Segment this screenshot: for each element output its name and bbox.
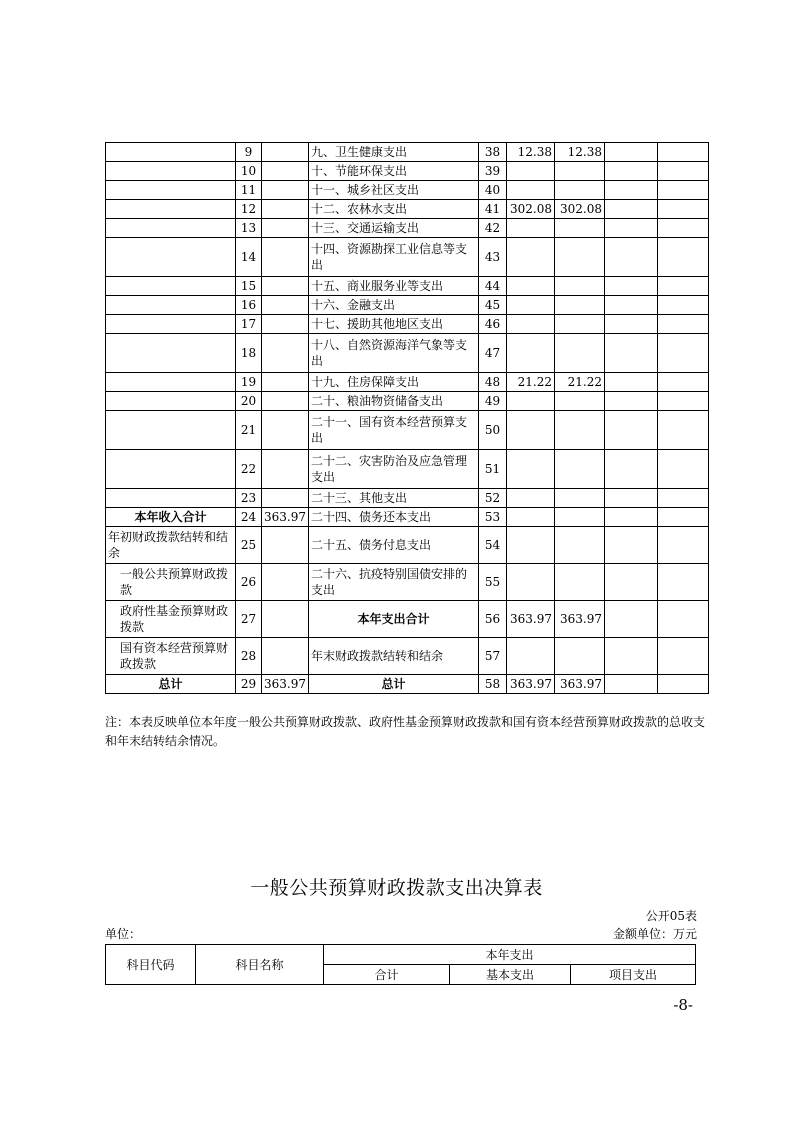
expenditure-item-cell: 十四、资源勘探工业信息等支出 bbox=[309, 238, 479, 277]
expenditure-item-cell: 本年支出合计 bbox=[309, 601, 479, 638]
income-item-cell bbox=[106, 219, 236, 238]
expenditure-item-cell: 总计 bbox=[309, 675, 479, 694]
header-project-expenditure: 项目支出 bbox=[571, 965, 696, 985]
income-line-number: 19 bbox=[236, 373, 262, 392]
blank-cell bbox=[605, 200, 658, 219]
blank-cell bbox=[605, 315, 658, 334]
expenditure-value-cell bbox=[555, 508, 605, 527]
blank-cell bbox=[658, 489, 709, 508]
income-item-cell: 一般公共预算财政拨款 bbox=[106, 564, 236, 601]
income-item-cell bbox=[106, 315, 236, 334]
expenditure-value-cell: 363.97 bbox=[555, 601, 605, 638]
expenditure-item-cell: 二十四、债务还本支出 bbox=[309, 508, 479, 527]
expenditure-line-number: 38 bbox=[479, 143, 507, 162]
blank-cell bbox=[605, 181, 658, 200]
expenditure-line-number: 50 bbox=[479, 411, 507, 450]
income-line-number: 24 bbox=[236, 508, 262, 527]
money-unit: 金额单位：万元 bbox=[612, 927, 697, 941]
income-line-number: 22 bbox=[236, 450, 262, 489]
table-row bbox=[106, 143, 709, 162]
expenditure-value-cell bbox=[555, 238, 605, 277]
expenditure-total-cell bbox=[507, 334, 555, 373]
header-basic-expenditure: 基本支出 bbox=[450, 965, 571, 985]
blank-cell bbox=[605, 296, 658, 315]
expenditure-total-cell bbox=[507, 277, 555, 296]
blank-cell bbox=[605, 373, 658, 392]
blank-cell bbox=[658, 296, 709, 315]
table-row bbox=[106, 334, 709, 373]
expenditure-total-cell: 12.38 bbox=[507, 143, 555, 162]
income-item-cell: 本年收入合计 bbox=[106, 508, 236, 527]
income-amount-cell bbox=[262, 411, 309, 450]
expenditure-line-number: 58 bbox=[479, 675, 507, 694]
income-line-number: 21 bbox=[236, 411, 262, 450]
blank-cell bbox=[605, 277, 658, 296]
expenditure-total-cell: 363.97 bbox=[507, 675, 555, 694]
income-amount-cell bbox=[262, 181, 309, 200]
expenditure-total-cell bbox=[507, 162, 555, 181]
expenditure-item-cell: 十五、商业服务业等支出 bbox=[309, 277, 479, 296]
expenditure-line-number: 56 bbox=[479, 601, 507, 638]
expenditure-item-cell: 十六、金融支出 bbox=[309, 296, 479, 315]
blank-cell bbox=[658, 638, 709, 675]
blank-cell bbox=[658, 527, 709, 564]
expenditure-line-number: 45 bbox=[479, 296, 507, 315]
table-row bbox=[106, 181, 709, 200]
blank-cell bbox=[658, 373, 709, 392]
income-line-number: 18 bbox=[236, 334, 262, 373]
income-item-cell: 年初财政拨款结转和结余 bbox=[106, 527, 236, 564]
table-row bbox=[106, 489, 709, 508]
blank-cell bbox=[605, 238, 658, 277]
blank-cell bbox=[605, 638, 658, 675]
blank-cell bbox=[605, 564, 658, 601]
income-line-number: 15 bbox=[236, 277, 262, 296]
expenditure-total-cell bbox=[507, 411, 555, 450]
expenditure-total-cell bbox=[507, 489, 555, 508]
table-row bbox=[106, 315, 709, 334]
expenditure-item-cell: 年末财政拨款结转和结余 bbox=[309, 638, 479, 675]
income-line-number: 10 bbox=[236, 162, 262, 181]
income-line-number: 17 bbox=[236, 315, 262, 334]
expenditure-value-cell bbox=[555, 392, 605, 411]
income-amount-cell bbox=[262, 392, 309, 411]
income-item-cell bbox=[106, 143, 236, 162]
income-amount-cell: 363.97 bbox=[262, 675, 309, 694]
income-amount-cell bbox=[262, 638, 309, 675]
income-amount-cell bbox=[262, 601, 309, 638]
expenditure-value-cell bbox=[555, 181, 605, 200]
income-amount-cell bbox=[262, 200, 309, 219]
expenditure-item-cell: 十九、住房保障支出 bbox=[309, 373, 479, 392]
expenditure-line-number: 46 bbox=[479, 315, 507, 334]
expenditure-line-number: 57 bbox=[479, 638, 507, 675]
expenditure-value-cell bbox=[555, 296, 605, 315]
blank-cell bbox=[658, 143, 709, 162]
income-item-cell bbox=[106, 162, 236, 181]
blank-cell bbox=[658, 315, 709, 334]
income-amount-cell bbox=[262, 334, 309, 373]
income-line-number: 28 bbox=[236, 638, 262, 675]
expenditure-value-cell: 12.38 bbox=[555, 143, 605, 162]
income-amount-cell bbox=[262, 277, 309, 296]
income-amount-cell bbox=[262, 450, 309, 489]
expenditure-line-number: 47 bbox=[479, 334, 507, 373]
blank-cell bbox=[605, 675, 658, 694]
expenditure-line-number: 40 bbox=[479, 181, 507, 200]
blank-cell bbox=[658, 277, 709, 296]
expenditure-line-number: 44 bbox=[479, 277, 507, 296]
table-number: 公开05表 bbox=[645, 909, 697, 923]
income-line-number: 26 bbox=[236, 564, 262, 601]
table-row bbox=[106, 238, 709, 277]
expenditure-total-cell bbox=[507, 219, 555, 238]
income-line-number: 14 bbox=[236, 238, 262, 277]
blank-cell bbox=[658, 200, 709, 219]
table-row bbox=[106, 527, 709, 564]
expenditure-line-number: 53 bbox=[479, 508, 507, 527]
income-line-number: 12 bbox=[236, 200, 262, 219]
expenditure-line-number: 39 bbox=[479, 162, 507, 181]
expenditure-value-cell bbox=[555, 450, 605, 489]
expenditure-value-cell bbox=[555, 219, 605, 238]
table-row bbox=[106, 373, 709, 392]
income-line-number: 27 bbox=[236, 601, 262, 638]
blank-cell bbox=[658, 508, 709, 527]
page-number: -8- bbox=[673, 996, 693, 1014]
expenditure-item-cell: 二十二、灾害防治及应急管理支出 bbox=[309, 450, 479, 489]
blank-cell bbox=[658, 334, 709, 373]
expenditure-total-cell bbox=[507, 315, 555, 334]
expenditure-total-cell bbox=[507, 296, 555, 315]
expenditure-value-cell bbox=[555, 315, 605, 334]
expenditure-value-cell bbox=[555, 638, 605, 675]
blank-cell bbox=[605, 219, 658, 238]
table-row bbox=[106, 392, 709, 411]
blank-cell bbox=[658, 450, 709, 489]
income-item-cell bbox=[106, 277, 236, 296]
expenditure-line-number: 48 bbox=[479, 373, 507, 392]
expenditure-line-number: 43 bbox=[479, 238, 507, 277]
expenditure-total-cell bbox=[507, 181, 555, 200]
expenditure-value-cell bbox=[555, 564, 605, 601]
table-row bbox=[106, 277, 709, 296]
header-current-year-expenditure: 本年支出 bbox=[324, 945, 696, 965]
blank-cell bbox=[658, 162, 709, 181]
blank-cell bbox=[658, 181, 709, 200]
expenditure-item-cell: 十八、自然资源海洋气象等支出 bbox=[309, 334, 479, 373]
income-line-number: 13 bbox=[236, 219, 262, 238]
blank-cell bbox=[658, 564, 709, 601]
blank-cell bbox=[658, 219, 709, 238]
expenditure-line-number: 49 bbox=[479, 392, 507, 411]
blank-cell bbox=[658, 392, 709, 411]
income-item-cell bbox=[106, 238, 236, 277]
expenditure-total-cell bbox=[507, 392, 555, 411]
income-amount-cell: 363.97 bbox=[262, 508, 309, 527]
income-line-number: 23 bbox=[236, 489, 262, 508]
expenditure-value-cell: 302.08 bbox=[555, 200, 605, 219]
expenditure-item-cell: 十二、农林水支出 bbox=[309, 200, 479, 219]
income-amount-cell bbox=[262, 219, 309, 238]
expenditure-value-cell bbox=[555, 411, 605, 450]
table-row bbox=[106, 601, 709, 638]
income-amount-cell bbox=[262, 162, 309, 181]
income-amount-cell bbox=[262, 143, 309, 162]
expenditure-item-cell: 九、卫生健康支出 bbox=[309, 143, 479, 162]
income-item-cell bbox=[106, 373, 236, 392]
table-row bbox=[106, 411, 709, 450]
expenditure-item-cell: 十一、城乡社区支出 bbox=[309, 181, 479, 200]
blank-cell bbox=[658, 238, 709, 277]
income-item-cell bbox=[106, 411, 236, 450]
blank-cell bbox=[658, 601, 709, 638]
table-row bbox=[106, 162, 709, 181]
expenditure-item-cell: 二十、粮油物资储备支出 bbox=[309, 392, 479, 411]
expenditure-line-number: 52 bbox=[479, 489, 507, 508]
expenditure-total-cell bbox=[507, 238, 555, 277]
income-item-cell bbox=[106, 489, 236, 508]
income-item-cell: 国有资本经营预算财政拨款 bbox=[106, 638, 236, 675]
expenditure-value-cell: 21.22 bbox=[555, 373, 605, 392]
blank-cell bbox=[605, 489, 658, 508]
table-row bbox=[106, 638, 709, 675]
table-row bbox=[106, 564, 709, 601]
expenditure-item-cell: 二十五、债务付息支出 bbox=[309, 527, 479, 564]
expenditure-value-cell bbox=[555, 527, 605, 564]
expenditure-item-cell: 二十三、其他支出 bbox=[309, 489, 479, 508]
table-row bbox=[106, 296, 709, 315]
expenditure-total-cell bbox=[507, 638, 555, 675]
expenditure-line-number: 55 bbox=[479, 564, 507, 601]
income-amount-cell bbox=[262, 373, 309, 392]
income-amount-cell bbox=[262, 489, 309, 508]
income-line-number: 25 bbox=[236, 527, 262, 564]
expenditure-line-number: 41 bbox=[479, 200, 507, 219]
income-item-cell bbox=[106, 181, 236, 200]
blank-cell bbox=[605, 527, 658, 564]
expenditure-item-cell: 二十六、抗疫特别国债安排的支出 bbox=[309, 564, 479, 601]
income-item-cell bbox=[106, 200, 236, 219]
expenditure-total-cell: 21.22 bbox=[507, 373, 555, 392]
income-item-cell bbox=[106, 392, 236, 411]
blank-cell bbox=[605, 508, 658, 527]
expenditure-total-cell bbox=[507, 508, 555, 527]
expenditure-total-cell: 302.08 bbox=[507, 200, 555, 219]
expenditure-line-number: 42 bbox=[479, 219, 507, 238]
income-line-number: 16 bbox=[236, 296, 262, 315]
blank-cell bbox=[605, 411, 658, 450]
income-item-cell bbox=[106, 450, 236, 489]
expenditure-line-number: 54 bbox=[479, 527, 507, 564]
table-row bbox=[106, 450, 709, 489]
income-amount-cell bbox=[262, 238, 309, 277]
expenditure-total-cell bbox=[507, 450, 555, 489]
income-item-cell bbox=[106, 334, 236, 373]
blank-cell bbox=[605, 162, 658, 181]
table-row bbox=[106, 675, 709, 694]
header-subject-code: 科目代码 bbox=[106, 945, 196, 985]
expenditure-value-cell: 363.97 bbox=[555, 675, 605, 694]
blank-cell bbox=[605, 143, 658, 162]
income-amount-cell bbox=[262, 296, 309, 315]
header-subject-name: 科目名称 bbox=[196, 945, 324, 985]
expenditure-item-cell: 十、节能环保支出 bbox=[309, 162, 479, 181]
blank-cell bbox=[605, 334, 658, 373]
expenditure-item-cell: 二十一、国有资本经营预算支出 bbox=[309, 411, 479, 450]
income-item-cell: 总计 bbox=[106, 675, 236, 694]
income-line-number: 11 bbox=[236, 181, 262, 200]
expenditure-value-cell bbox=[555, 334, 605, 373]
expenditure-item-cell: 十三、交通运输支出 bbox=[309, 219, 479, 238]
income-amount-cell bbox=[262, 315, 309, 334]
table-row bbox=[106, 200, 709, 219]
income-amount-cell bbox=[262, 527, 309, 564]
income-line-number: 20 bbox=[236, 392, 262, 411]
income-line-number: 29 bbox=[236, 675, 262, 694]
income-item-cell bbox=[106, 296, 236, 315]
income-line-number: 9 bbox=[236, 143, 262, 162]
unit-label: 单位： bbox=[105, 927, 142, 941]
expenditure-value-cell bbox=[555, 489, 605, 508]
income-item-cell: 政府性基金预算财政拨款 bbox=[106, 601, 236, 638]
blank-cell bbox=[658, 411, 709, 450]
expenditure-header-table bbox=[105, 944, 696, 985]
table-row bbox=[106, 508, 709, 527]
expenditure-total-cell: 363.97 bbox=[507, 601, 555, 638]
header-total: 合计 bbox=[324, 965, 450, 985]
fiscal-summary-table bbox=[105, 142, 709, 694]
blank-cell bbox=[605, 450, 658, 489]
expenditure-item-cell: 十七、援助其他地区支出 bbox=[309, 315, 479, 334]
expenditure-value-cell bbox=[555, 277, 605, 296]
blank-cell bbox=[658, 675, 709, 694]
table-title: 一般公共预算财政拨款支出决算表 bbox=[250, 877, 543, 899]
blank-cell bbox=[605, 392, 658, 411]
expenditure-line-number: 51 bbox=[479, 450, 507, 489]
table-row bbox=[106, 219, 709, 238]
expenditure-value-cell bbox=[555, 162, 605, 181]
income-amount-cell bbox=[262, 564, 309, 601]
expenditure-total-cell bbox=[507, 564, 555, 601]
expenditure-total-cell bbox=[507, 527, 555, 564]
blank-cell bbox=[605, 601, 658, 638]
table-note: 注：本表反映单位本年度一般公共预算财政拨款、政府性基金预算财政拨款和国有资本经营预算财政拨款的总收支和年末结转结余情况。 bbox=[105, 715, 706, 748]
